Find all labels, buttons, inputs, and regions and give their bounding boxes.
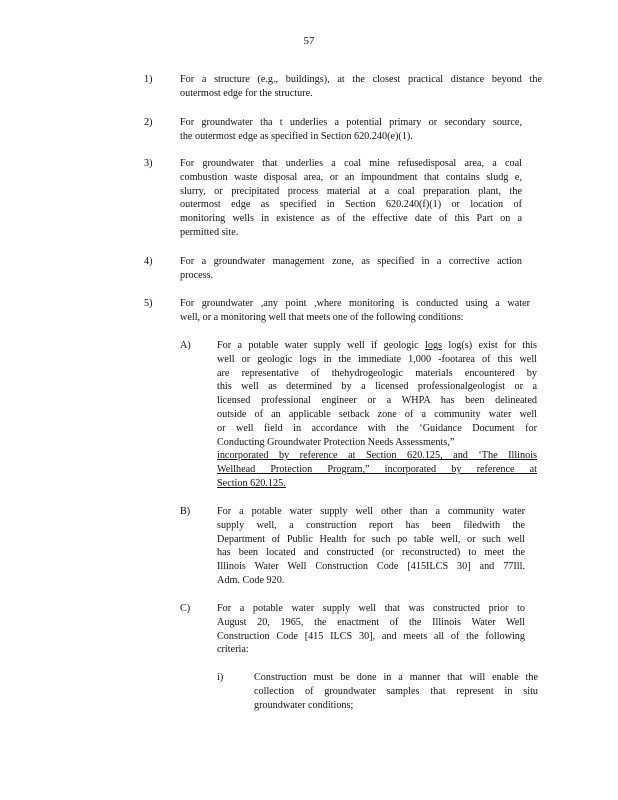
item-number: 2) bbox=[144, 117, 153, 128]
page-number: 57 bbox=[303, 35, 315, 47]
sub-item-text-line: or well field in accordance with the ‘Guidance Document for bbox=[217, 422, 537, 434]
item-text-line: For groundwater that underlies a coal mine refusedisposal area, a coal bbox=[180, 158, 522, 169]
sub-item-text-line: For a potable water supply well other than a community water bbox=[217, 506, 525, 517]
item-text-line: process. bbox=[180, 269, 214, 281]
sub-item-text-line: For a potable water supply well if geologic logs log(s) exist for this bbox=[217, 340, 538, 351]
roman-item-text-line: Construction must be done in a manner that will enable the bbox=[254, 672, 538, 683]
sub-item-text-line: has been located and constructed (or reconstructed) to meet the bbox=[217, 547, 525, 559]
sub-item-text-line: Illinois Water Well Construction Code [415ILCS 30] and 77Ill. bbox=[217, 561, 525, 573]
roman-item-text-line: groundwater conditions; bbox=[254, 699, 354, 711]
sub-item-text-line: Wellhead Protection Program,” incorporated by reference at bbox=[217, 464, 537, 476]
sub-item-text-line: incorporated by reference at Section 620.125, and ‘The Illinois bbox=[217, 450, 537, 462]
sub-item-text-line: well or geologic logs in the immediate 1,000 -footarea of this well bbox=[217, 353, 537, 365]
item-text-line: combustion waste disposal area, or an impoundment that contains sludg e, bbox=[180, 171, 522, 183]
item-text-line: For a groundwater management zone, as specified in a corrective action bbox=[180, 256, 522, 267]
sub-item-text-line: August 20, 1965, the enactment of the Illinois Water Well bbox=[217, 616, 525, 628]
sub-item-text-line: Conducting Groundwater Protection Needs Assessments,” bbox=[217, 436, 455, 448]
item-text-line: monitoring wells in existence as of the effective date of this Part on a bbox=[180, 213, 522, 225]
sub-item-text-line: licensed professional engineer or a WHPA has been delineated bbox=[217, 395, 537, 407]
item-text-line: outermost edge for the structure. bbox=[180, 87, 313, 99]
sub-item-letter: B) bbox=[180, 506, 191, 517]
sub-item-text-line: this well as determined by a licensed professionalgeologist or a bbox=[217, 381, 537, 393]
sub-item-text-line: Section 620.125. bbox=[217, 477, 286, 489]
sub-item-text-line: Construction Code [415 ILCS 30], and meets all of the following bbox=[217, 630, 525, 642]
item-text-line: outermost edge as specified in Section 620.240(f)(1) or location of bbox=[180, 199, 522, 211]
item-text-line: permitted site. bbox=[180, 226, 239, 238]
roman-item-text-line: collection of groundwater samples that represent in situ bbox=[254, 685, 538, 697]
sub-item-letter: C) bbox=[180, 603, 191, 614]
item-number: 4) bbox=[144, 256, 153, 267]
item-number: 3) bbox=[144, 158, 153, 169]
sub-item-text-line: criteria: bbox=[217, 644, 249, 656]
item-text-line: slurry, or precipitated process material at a coal preparation plant, the bbox=[180, 185, 522, 197]
sub-item-text-line: Adm. Code 920. bbox=[217, 574, 285, 586]
item-text-line: For groundwater ,any point ,where monitoring is conducted using a water bbox=[180, 298, 530, 309]
item-number: 5) bbox=[144, 298, 153, 309]
sub-item-text-line: supply well, a construction report has been filedwith the bbox=[217, 519, 525, 531]
item-text-line: well, or a monitoring well that meets one of the following conditions: bbox=[180, 311, 464, 323]
roman-numeral: i) bbox=[217, 672, 224, 683]
item-text-line: For a structure (e.g., buildings), at the closest practical distance beyond the bbox=[180, 74, 542, 85]
sub-item-text-line: For a potable water supply well that was constructed prior to bbox=[217, 603, 525, 614]
sub-item-letter: A) bbox=[180, 340, 191, 351]
sub-item-text-line: are representative of thehydrogeologic materials encountered by bbox=[217, 367, 537, 379]
item-text-line: the outermost edge as specified in Section 620.240(e)(1). bbox=[180, 130, 413, 142]
sub-item-text-line: Department of Public Health for such po table well, or such well bbox=[217, 533, 525, 545]
item-text-line: For groundwater tha t underlies a potential primary or secondary source, bbox=[180, 117, 522, 128]
sub-item-text-line: outside of an applicable setback zone of a community water well bbox=[217, 408, 537, 420]
item-number: 1) bbox=[144, 74, 153, 85]
